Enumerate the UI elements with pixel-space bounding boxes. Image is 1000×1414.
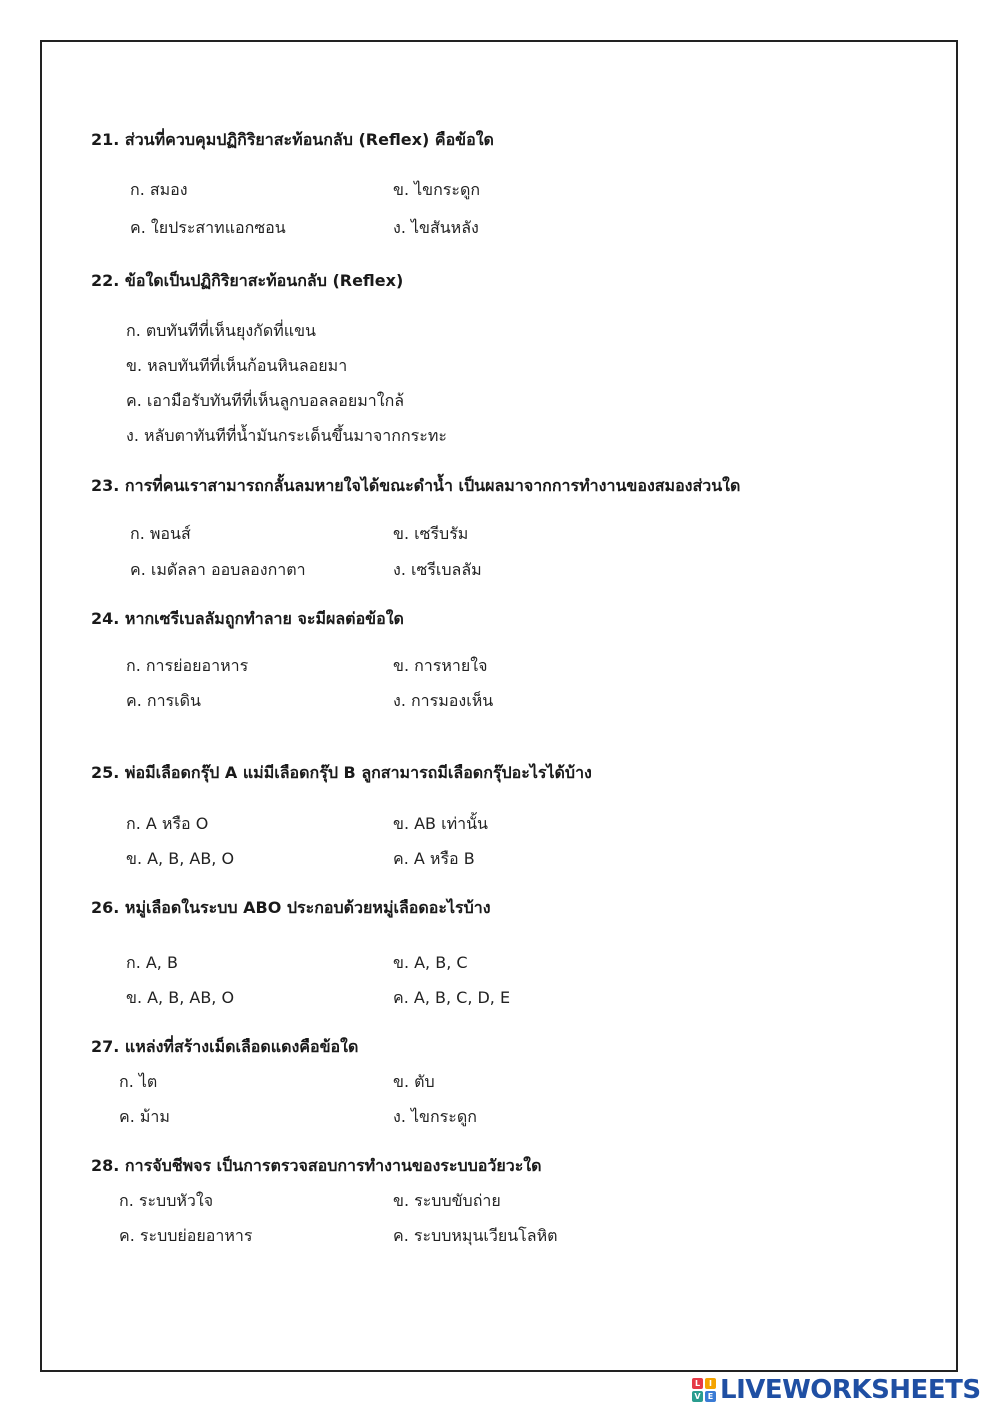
q26-option-c[interactable]: ข. A, B, AB, O [126, 988, 235, 1007]
q24-option-c[interactable]: ค. การเดิน [126, 691, 201, 710]
logo-mark-icon: L I V E [692, 1378, 716, 1402]
q23-option-c[interactable]: ค. เมดัลลา ออบลองกาตา [130, 560, 306, 579]
question-21: 21. ส่วนที่ควบคุมปฏิกิริยาสะท้อนกลับ (Reflex) คือข้อใด [91, 130, 494, 149]
question-23: 23. การที่คนเราสามารถกลั้นลมหายใจได้ขณะดำน้ำ เป็นผลมาจากการทำงานของสมองส่วนใด [91, 476, 741, 495]
q21-option-a[interactable]: ก. สมอง [130, 180, 188, 199]
q26-option-b[interactable]: ข. A, B, C [393, 953, 468, 972]
q24-option-d[interactable]: ง. การมองเห็น [393, 691, 494, 710]
q23-option-a[interactable]: ก. พอนส์ [130, 524, 191, 543]
q21-option-b[interactable]: ข. ไขกระดูก [393, 180, 481, 199]
q26-option-d[interactable]: ค. A, B, C, D, E [393, 988, 511, 1007]
q24-option-a[interactable]: ก. การย่อยอาหาร [126, 656, 249, 675]
question-22: 22. ข้อใดเป็นปฏิกิริยาสะท้อนกลับ (Reflex) [91, 271, 404, 290]
q27-option-a[interactable]: ก. ไต [119, 1072, 158, 1091]
question-24: 24. หากเซรีเบลลัมถูกทำลาย จะมีผลต่อข้อใด [91, 609, 404, 628]
q27-option-d[interactable]: ง. ไขกระดูก [393, 1107, 477, 1126]
q26-option-a[interactable]: ก. A, B [126, 953, 178, 972]
q22-option-d[interactable]: ง. หลับตาทันทีที่น้ำมันกระเด็นขึ้นมาจากกระทะ [126, 426, 447, 445]
q25-option-c[interactable]: ข. A, B, AB, O [126, 849, 235, 868]
brand-name: LIVEWORKSHEETS [720, 1375, 981, 1405]
q22-option-a[interactable]: ก. ตบทันทีที่เห็นยุงกัดที่แขน [126, 321, 316, 340]
q27-option-b[interactable]: ข. ตับ [393, 1072, 435, 1091]
q21-option-d[interactable]: ง. ไขสันหลัง [393, 218, 479, 237]
q25-option-d[interactable]: ค. A หรือ B [393, 849, 475, 868]
question-26: 26. หมู่เลือดในระบบ ABO ประกอบด้วยหมู่เลือดอะไรบ้าง [91, 898, 491, 917]
q23-option-b[interactable]: ข. เซรีบรัม [393, 524, 469, 543]
question-27: 27. แหล่งที่สร้างเม็ดเลือดแดงคือข้อใด [91, 1037, 359, 1056]
q28-option-c[interactable]: ค. ระบบย่อยอาหาร [119, 1226, 253, 1245]
question-28: 28. การจับชีพจร เป็นการตรวจสอบการทำงานของระบบอวัยวะใด [91, 1156, 542, 1175]
liveworksheets-logo [692, 1376, 981, 1404]
q24-option-b[interactable]: ข. การหายใจ [393, 656, 488, 675]
q23-option-d[interactable]: ง. เซรีเบลลัม [393, 560, 482, 579]
q28-option-a[interactable]: ก. ระบบหัวใจ [119, 1191, 214, 1210]
q22-option-b[interactable]: ข. หลบทันทีที่เห็นก้อนหินลอยมา [126, 356, 348, 375]
q25-option-b[interactable]: ข. AB เท่านั้น [393, 814, 488, 833]
q22-option-c[interactable]: ค. เอามือรับทันทีที่เห็นลูกบอลลอยมาใกล้ [126, 391, 405, 410]
q27-option-c[interactable]: ค. ม้าม [119, 1107, 170, 1126]
q21-option-c[interactable]: ค. ใยประสาทแอกซอน [130, 218, 286, 237]
q28-option-b[interactable]: ข. ระบบขับถ่าย [393, 1191, 501, 1210]
question-25: 25. พ่อมีเลือดกรุ๊ป A แม่มีเลือดกรุ๊ป B ลูกสามารถมีเลือดกรุ๊ปอะไรได้บ้าง [91, 763, 592, 782]
q28-option-d[interactable]: ค. ระบบหมุนเวียนโลหิต [393, 1226, 558, 1245]
q25-option-a[interactable]: ก. A หรือ O [126, 814, 209, 833]
